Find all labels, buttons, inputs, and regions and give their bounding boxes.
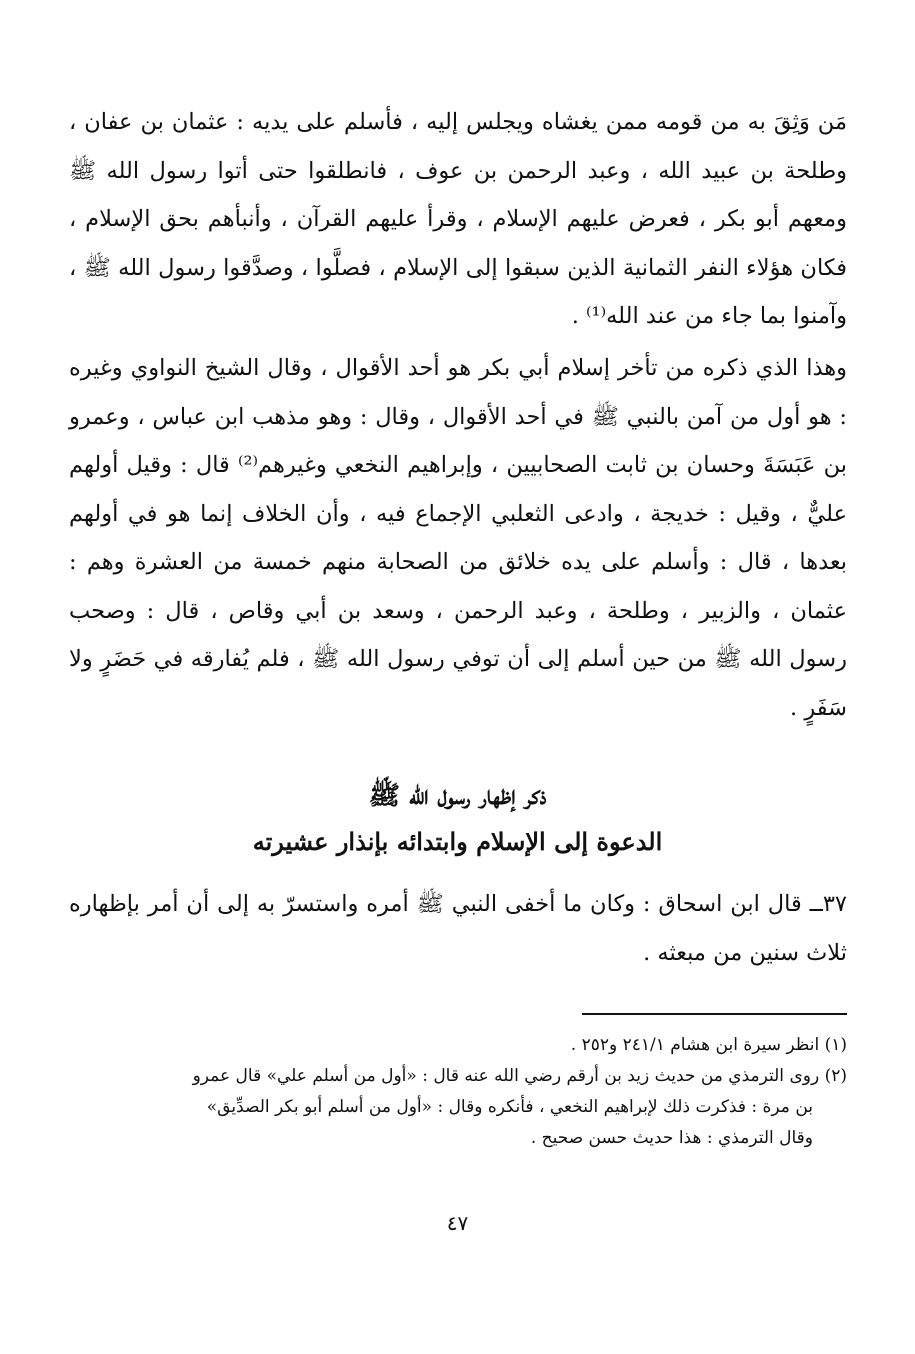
body-paragraph-3: ٣٧ــ قال ابن اسحاق : وكان ما أخفى النبي ﷺ أمره واستسرّ به إلى أن أمر بإظهاره ثلاث سنين من مبعثه . xyxy=(69,891,847,966)
section-heading-sub: الدعوة إلى الإسلام وابتدائه بإنذار عشيرته xyxy=(252,827,663,856)
footnotes-section xyxy=(69,1030,847,1154)
footnote-separator-rule xyxy=(582,1013,847,1015)
body-paragraph-1: مَن وَثِقَ به من قومه ممن يغشاه ويجلس إليه ، فأسلم على يديه : عثمان بن عفان ، وطلحة بن عبيد الله ، وعبد الرحمن بن عوف ، فانطلقوا حتى أتوا رسول الله ﷺ ومعهم أبو بكر ، فعرض عليهم الإسلام ، وقرأ عليهم القرآن ، وأنبأهم بحق الإسلام ، فكان هؤلاء النفر الثمانية الذين سبقوا إلى الإسلام ، فصلَّوا ، وصدَّقوا رسول الله ﷺ ، وآمنوا بما جاء من عند الله⁽¹⁾ . xyxy=(69,109,847,329)
footnote-marker: (١) xyxy=(824,1035,847,1055)
body-paragraph-2: وهذا الذي ذكره من تأخر إسلام أبي بكر هو أحد الأقوال ، وقال الشيخ النواوي وغيره : هو أول من آمن بالنبي ﷺ في أحد الأقوال ، وقال : وهو مذهب ابن عباس ، وعمرو بن عَبَسَةَ وحسان بن ثابت الصحابيين ، وإبراهيم النخعي وغيرهم⁽²⁾ قال : وقيل أولهم عليٌّ ، وقيل : خديجة ، وادعى الثعلبي الإجماع فيه ، وأن الخلاف إنما هو في أولهم بعدها ، قال : وأسلم على يده خلائق من الصحابة منهم خمسة من العشرة وهم : عثمان ، والزبير ، وطلحة ، وعبد الرحمن ، وسعد بن أبي وقاص ، قال : وصحب رسول الله ﷺ من حين أسلم إلى أن توفي رسول الله ﷺ ، فلم يُفارقه في حَضَرٍ ولا سَفَرٍ . xyxy=(69,355,847,721)
footnote-continuation: بن مرة : فذكرت ذلك لإبراهيم النخعي ، فأنكره وقال : «أول من أسلم أبو بكر الصدِّيق» xyxy=(206,1097,813,1117)
page-number: ٤٧ xyxy=(446,1211,469,1235)
section-heading-main: ذكر إظهار رسول الله ﷺ xyxy=(368,781,547,811)
footnote-1 xyxy=(69,1030,847,1061)
footnote-text: انظر سيرة ابن هشام ٢٤١/١ و٢٥٢ . xyxy=(570,1035,820,1055)
footnote-text: روى الترمذي من حديث زيد بن أرقم رضي الله عنه قال : «أول من أسلم علي» قال عمرو xyxy=(192,1066,820,1086)
footnote-2 xyxy=(69,1061,847,1154)
footnote-marker: (٢) xyxy=(824,1066,847,1086)
footnote-continuation: وقال الترمذي : هذا حديث حسن صحيح . xyxy=(530,1128,813,1148)
